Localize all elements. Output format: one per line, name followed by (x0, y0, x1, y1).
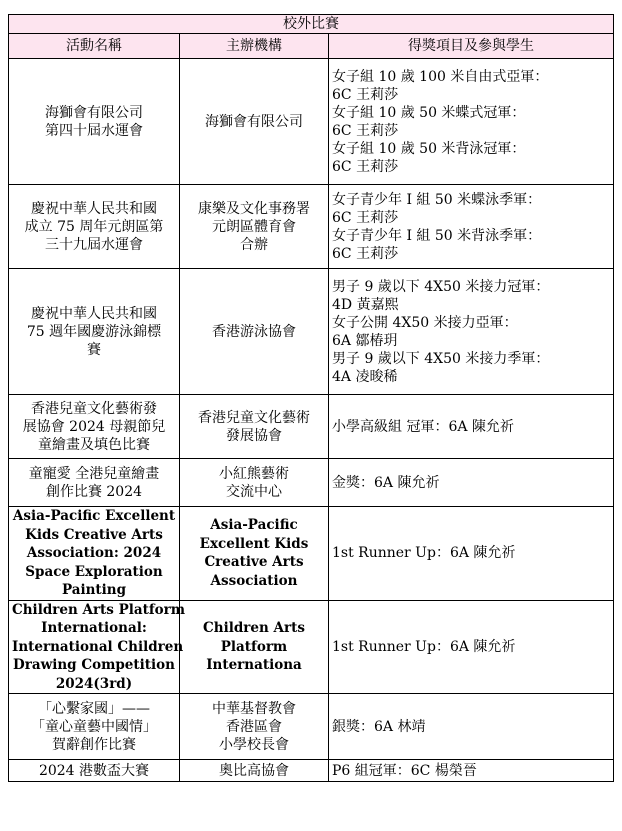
organizer-cell-line: 海獅會有限公司 (205, 113, 303, 130)
organizer-cell-line: 香港兒童文化藝術 (198, 409, 310, 426)
awards-table (8, 14, 614, 782)
organizer-cell (180, 185, 329, 269)
organizer-cell (180, 760, 329, 782)
event-cell-line: 賽 (87, 341, 101, 358)
header-awards: 得獎項目及參與學生 (329, 34, 614, 59)
event-cell-line: 2024 港數盃大賽 (38, 762, 150, 779)
awards-cell-line: 女子組 10 歲 100 米自由式亞軍： (332, 68, 549, 85)
awards-cell-line: 4D 黃嘉熙 (332, 296, 399, 313)
organizer-cell-line: Creative Arts (204, 554, 304, 571)
organizer-cell (180, 507, 329, 601)
event-cell (9, 269, 180, 395)
organizer-cell-line: Children Arts (203, 620, 305, 636)
organizer-cell-line: 中華基督教會 (212, 700, 296, 717)
organizer-cell-line: Excellent Kids (199, 535, 309, 552)
event-cell-line: 創作比賽 2024 (45, 483, 143, 500)
event-cell-line: 慶祝中華人民共和國 (31, 305, 157, 322)
table-row (9, 694, 614, 760)
organizer-cell (180, 269, 329, 395)
organizer-cell-line: 奧比高協會 (219, 762, 289, 779)
header-event: 活動名稱 (9, 34, 180, 59)
awards-cell-line: 6C 王莉莎 (332, 122, 399, 139)
organizer-cell (180, 59, 329, 185)
event-cell (9, 395, 180, 459)
organizer-cell (180, 395, 329, 459)
table-row (9, 269, 614, 395)
awards-cell (329, 600, 614, 694)
awards-cell-line: 女子青少年 I 組 50 米背泳季軍： (332, 227, 542, 244)
event-cell-line: 75 週年國慶游泳錦標 (26, 323, 162, 340)
awards-cell (329, 459, 614, 507)
organizer-cell-line: 發展協會 (226, 427, 282, 444)
organizer-cell-line: Internationa (206, 657, 302, 673)
awards-cell-line: 女子組 10 歲 50 米蝶式冠軍： (332, 104, 526, 121)
event-cell-line: 展協會 2024 母親節兒 (22, 418, 166, 435)
event-cell-line: Kids Creative Arts (25, 526, 163, 543)
awards-cell-line: 6C 王莉莎 (332, 86, 399, 103)
awards-cell (329, 185, 614, 269)
event-cell-line: Painting (61, 582, 127, 598)
awards-cell-line: 1st Runner Up：6A 陳允祈 (332, 638, 516, 655)
awards-cell (329, 269, 614, 395)
event-cell-line: Association: 2024 (26, 545, 162, 561)
table-row (9, 600, 614, 694)
header-organizer: 主辦機構 (180, 34, 329, 59)
awards-cell-line: 銀獎：6A 林靖 (332, 718, 426, 735)
event-cell-line: 「童心童藝中國情」 (31, 718, 157, 735)
awards-cell-line: 4A 凌晙稀 (332, 368, 398, 385)
event-cell (9, 600, 186, 694)
event-cell (9, 507, 180, 601)
table-row (9, 760, 614, 782)
organizer-cell-line: 香港區會 (226, 718, 282, 735)
event-cell-line: International: (41, 620, 147, 636)
awards-cell (329, 507, 614, 601)
event-cell-line: 海獅會有限公司 (45, 104, 143, 121)
awards-cell-line: 金獎：6A 陳允祈 (332, 474, 440, 491)
awards-cell-line: 1st Runner Up：6A 陳允祈 (332, 545, 516, 562)
awards-cell-line: 6C 王莉莎 (332, 158, 399, 175)
event-cell-line: 2024(3rd) (55, 675, 133, 692)
event-cell-line: Space Exploration (25, 563, 163, 580)
awards-cell-line: 女子公開 4X50 米接力亞軍： (332, 314, 518, 331)
awards-cell-line: 6C 王莉莎 (332, 209, 399, 226)
organizer-cell-line: 交流中心 (226, 483, 282, 500)
table-row (9, 185, 614, 269)
table-row (9, 507, 614, 601)
awards-cell-line: 男子 9 歲以下 4X50 米接力冠軍： (332, 278, 550, 295)
awards-cell-line: 男子 9 歲以下 4X50 米接力季軍： (332, 350, 550, 367)
event-cell-line: 香港兒童文化藝術發 (31, 400, 157, 417)
event-cell-line: Drawing Competition (13, 657, 175, 673)
table-title: 校外比賽 (9, 15, 614, 34)
organizer-cell-line: 小紅熊藝術 (219, 465, 289, 482)
awards-cell-line: 小學高級組 冠軍：6A 陳允祈 (332, 418, 514, 435)
event-cell-line: 成立 75 周年元朗區第 (24, 218, 164, 235)
organizer-cell-line: 康樂及文化事務署 (198, 200, 310, 217)
organizer-cell (180, 600, 329, 694)
event-cell-line: International Children (12, 638, 184, 655)
table-row (9, 395, 614, 459)
event-cell (9, 459, 180, 507)
event-cell-line: 童寵愛 全港兒童繪畫 (28, 465, 160, 482)
awards-cell-line: 6A 鄒椿玥 (332, 332, 398, 349)
awards-cell-line: 女子組 10 歲 50 米背泳冠軍： (332, 140, 526, 157)
event-cell (9, 185, 180, 269)
awards-cell-line: P6 組冠軍：6C 楊榮晉 (332, 762, 477, 779)
awards-cell (329, 395, 614, 459)
organizer-cell-line: 合辦 (240, 236, 268, 253)
awards-cell-line: 6C 王莉莎 (332, 245, 399, 262)
organizer-cell-line: Platform (220, 638, 288, 655)
organizer-cell-line: Asia-Pacific (210, 517, 298, 534)
event-cell-line: 賀辭創作比賽 (52, 736, 136, 753)
event-cell (9, 694, 180, 760)
organizer-cell (180, 694, 329, 760)
awards-cell (329, 59, 614, 185)
organizer-cell-line: Association (210, 572, 298, 589)
organizer-cell-line: 小學校長會 (219, 736, 289, 753)
event-cell (9, 59, 180, 185)
organizer-cell-line: 香港游泳協會 (212, 323, 296, 340)
event-cell-line: 三十九屆水運會 (45, 236, 143, 253)
organizer-cell (180, 459, 329, 507)
event-cell-line: 「心繫家國」—— (38, 700, 150, 717)
event-cell (9, 760, 180, 782)
awards-cell (329, 760, 614, 782)
event-cell-line: Asia-Pacific Excellent (12, 508, 176, 524)
event-cell-line: 慶祝中華人民共和國 (31, 200, 157, 217)
awards-cell-line: 女子青少年 I 組 50 米蝶泳季軍： (332, 191, 542, 208)
event-cell-line: Children Arts Platform (12, 601, 186, 618)
organizer-cell-line: 元朗區體育會 (212, 218, 296, 235)
awards-cell (329, 694, 614, 760)
event-cell-line: 第四十屆水運會 (45, 122, 143, 139)
table-row (9, 459, 614, 507)
event-cell-line: 童繪畫及填色比賽 (38, 436, 150, 453)
table-row (9, 59, 614, 185)
